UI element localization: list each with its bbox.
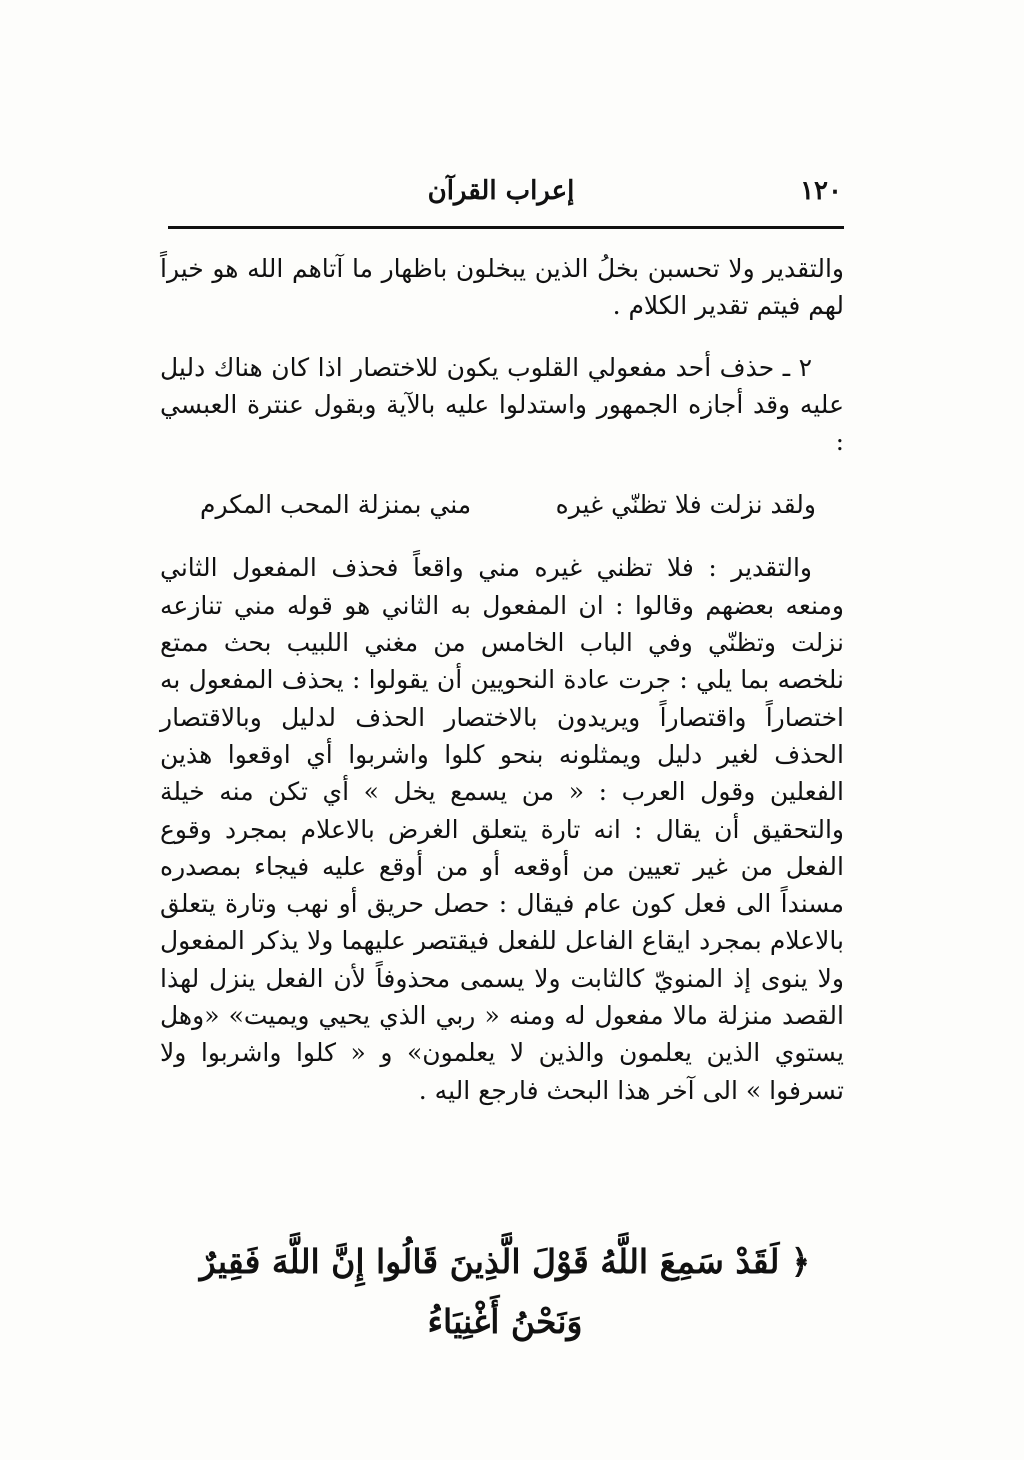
page-number: ١٢٠ bbox=[800, 176, 842, 206]
page-header bbox=[160, 176, 842, 216]
quran-verse: ﴿ لَقَدْ سَمِعَ اللَّهُ قَوْلَ الَّذِينَ قَالُوا إِنَّ اللَّهَ فَقِيرٌ وَنَحْنُ أَغْنِيَاءُ bbox=[199, 1242, 811, 1341]
paragraph-2: ٢ ـ حذف أحد مفعولي القلوب يكون للاختصار اذا كان هناك دليل عليه وقد أجازه الجمهور واستدلوا عليه بالآية وبقول عنترة العبسي : bbox=[160, 352, 844, 457]
paragraph-spacer bbox=[160, 460, 844, 486]
body-text bbox=[160, 250, 844, 1109]
paragraph-1: والتقدير ولا تحسبن بخلُ الذين يبخلون باظهار ما آتاهم الله هو خيراً لهم فيتم تقدير الكلام . bbox=[160, 254, 844, 321]
verse-second-hemistich: مني بمنزلة المحب المكرم bbox=[200, 490, 472, 520]
running-title: إعراب القرآن bbox=[427, 176, 575, 206]
verse-first-hemistich: ولقد نزلت فلا تظنّي غيره bbox=[555, 490, 816, 520]
poetry-verse bbox=[160, 486, 844, 523]
header-rule bbox=[168, 226, 844, 229]
paragraph-spacer bbox=[160, 523, 844, 549]
paragraph-3: والتقدير : فلا تظني غيره مني واقعاً فحذف المفعول الثاني ومنعه بعضهم وقالوا : ان المفعول به الثاني هو قوله مني تنازعه نزلت وتظنّي وفي الباب الخامس من مغني اللبيب بحث ممتع نلخصه بما يلي : جرت عادة النحويين أن يقولوا : يحذف المفعول به اختصاراً واقتصاراً ويريدون بالاختصار الحذف لدليل وبالاقتصار الحذف لغير دليل ويمثلونه بنحو كلوا واشربوا أي اوقعوا هذين الفعلين وقول العرب : « من يسمع يخل » أي تكن منه خيلة والتحقيق أن يقال : انه تارة يتعلق الغرض بالاعلام بمجرد وقوع الفعل من غير تعيين من أوقعه أو من أوقع عليه فيجاء بمصدره مسنداً الى فعل كون عام فيقال : حصل حريق أو نهب وتارة يتعلق بالاعلام بمجرد ايقاع الفاعل للفعل فيقتصر عليهما ولا يذكر المفعول ولا ينوى إذ المنويّ كالثابت ولا يسمى محذوفاً لأن الفعل ينزل لهذا القصد منزلة مالا مفعول له ومنه « ربي الذي يحيي ويميت» «وهل يستوي الذين يعلمون والذين لا يعلمون» و « كلوا واشربوا ولا تسرفوا » الى آخر هذا البحث فارجع اليه . bbox=[160, 553, 844, 1105]
paragraph-spacer bbox=[160, 325, 844, 349]
